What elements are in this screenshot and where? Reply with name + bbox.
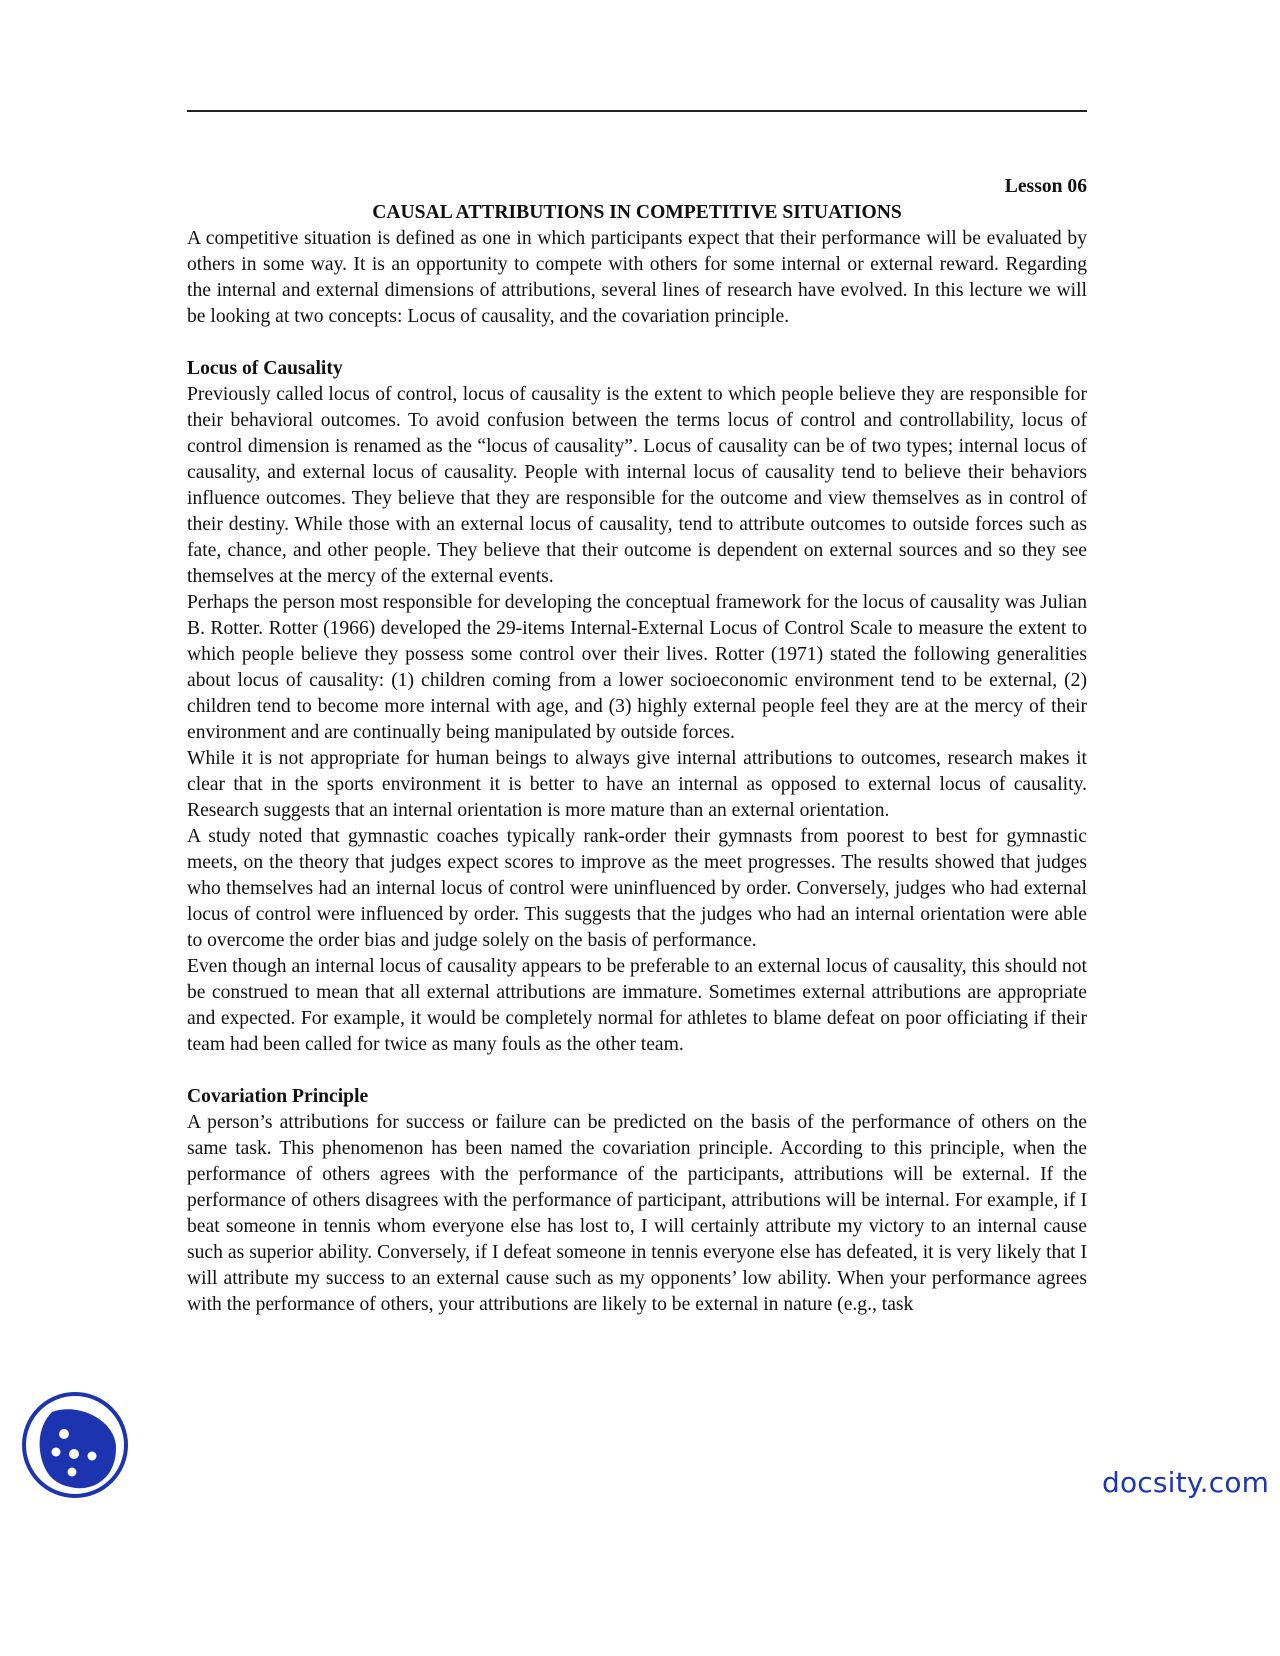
paragraph: A person’s attributions for success or failure can be predicted on the basis of the performance of others on the same task. This phenomenon has been named the covariation principle. According to this principle, when the performance of others agrees with the performance of the participants, attributions will be external. If the performance of others disagrees with the performance of participant, attributions will be internal. For example, if I beat someone in tennis whom everyone else has lost to, I will certainly attribute my victory to an internal cause such as superior ability. Conversely, if I defeat someone in tennis everyone else has defeated, it is very likely that I will attribute my success to an external cause such as my opponents’ low ability. When your performance agrees with the performance of others, your attributions are likely to be external in nature (e.g., task <box>187 1112 1087 1315</box>
lesson-number: Lesson 06 <box>1004 176 1087 197</box>
paragraph: Previously called locus of control, locus of causality is the extent to which people believe they are responsible for their behavioral outcomes. To avoid confusion between the terms locus of control and controllability, locus of control dimension is renamed as the “locus of causality”. Locus of causality can be of two types; internal locus of causality, and external locus of causality. People with internal locus of causality tend to believe their behaviors influence outcomes. They believe that they are responsible for the outcome and view themselves as in control of their destiny. While those with an external locus of causality, tend to attribute outcomes to outside forces such as fate, chance, and other people. They believe that their outcome is dependent on external sources and so they see themselves at the mercy of the external events. <box>187 384 1087 587</box>
docsity-logo-icon <box>20 1390 130 1500</box>
paragraph: A study noted that gymnastic coaches typically rank-order their gymnasts from poorest to best for gymnastic meets, on the theory that judges expect scores to improve as the meet progresses. The results showed that judges who themselves had an internal locus of control were uninfluenced by order. Conversely, judges who had external locus of control were influenced by order. This suggests that the judges who had an internal orientation were able to overcome the order bias and judge solely on the basis of performance. <box>187 826 1087 951</box>
docsity-watermark[interactable]: docsity.com <box>1102 1466 1270 1499</box>
section-heading-locus: Locus of Causality <box>187 358 343 379</box>
intro-paragraph: A competitive situation is defined as one in which participants expect that their performance will be evaluated by others in some way. It is an opportunity to compete with others for some internal or external reward. Regarding the internal and external dimensions of attributions, several lines of research have evolved. In this lecture we will be looking at two concepts: Locus of causality, and the covariation principle. <box>187 228 1087 327</box>
header-rule <box>187 110 1087 112</box>
paragraph: Even though an internal locus of causality appears to be preferable to an external locus of causality, this should not be construed to mean that all external attributions are immature. Sometimes external attributions are appropriate and expected. For example, it would be completely normal for athletes to blame defeat on poor officiating if their team had been called for twice as many fouls as the other team. <box>187 956 1087 1055</box>
paragraph: Perhaps the person most responsible for developing the conceptual framework for the locus of causality was Julian B. Rotter. Rotter (1966) developed the 29-items Internal-External Locus of Control Scale to measure the extent to which people believe they possess some control over their lives. Rotter (1971) stated the following generalities about locus of causality: (1) children coming from a lower socioeconomic environment tend to be external, (2) children tend to become more internal with age, and (3) highly external people feel they are at the mercy of their environment and are continually being manipulated by outside forces. <box>187 592 1087 743</box>
document-title: CAUSAL ATTRIBUTIONS IN COMPETITIVE SITUATIONS <box>372 202 902 223</box>
document-page <box>187 174 1087 1318</box>
paragraph: While it is not appropriate for human beings to always give internal attributions to outcomes, research makes it clear that in the sports environment it is better to have an internal as opposed to external locus of causality. Research suggests that an internal orientation is more mature than an external orientation. <box>187 748 1087 821</box>
section-heading-covariation: Covariation Principle <box>187 1086 369 1107</box>
